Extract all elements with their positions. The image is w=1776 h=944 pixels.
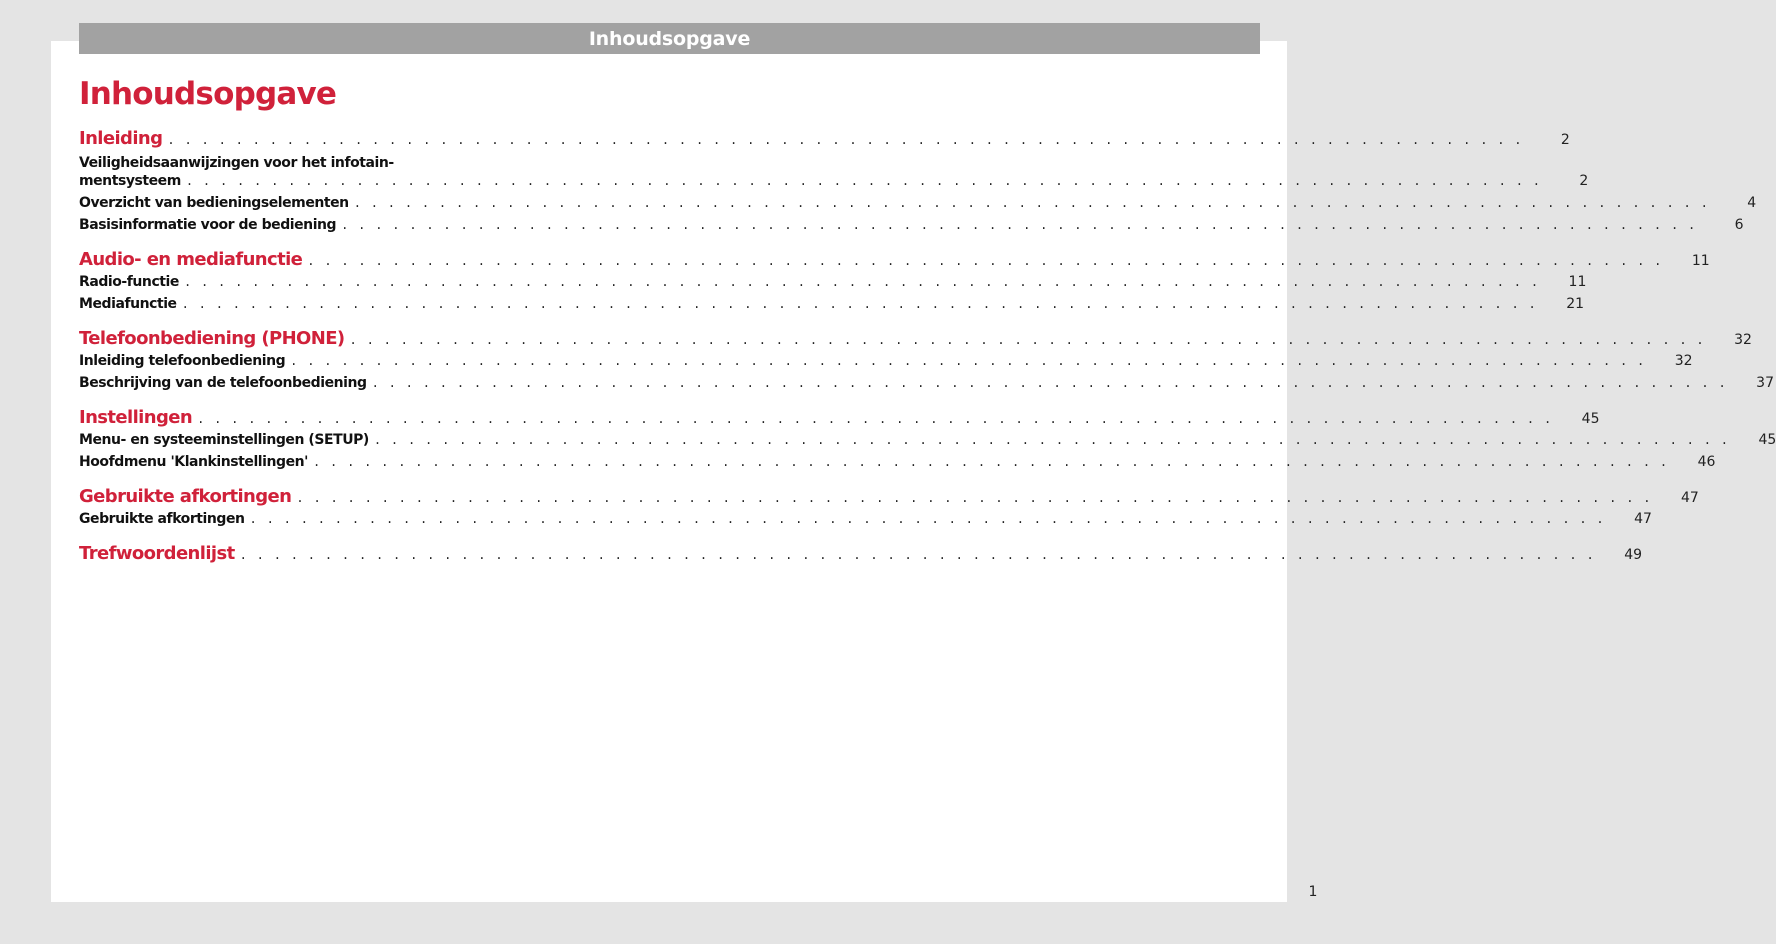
toc-section [79,328,1774,397]
toc-page-number: 2 [1579,173,1589,189]
toc-section [79,249,1710,318]
toc-section [79,407,1776,476]
toc-page-number: 32 [1674,353,1693,369]
toc-section [79,486,1699,533]
dot-leader: . . . . . . . . . . . . . . . . . . . . . . . . . . . . . . . . . . . . . . . . . . . . . . . . . . . . . . . . . . . . . . . . . . . . . . . . . . . . . . . . [371,376,1727,390]
toc-entry-title: Basisinformatie voor de bediening [79,217,337,233]
dot-leader: . . . . . . . . . . . . . . . . . . . . . . . . . . . . . . . . . . . . . . . . . . . . . . . . . . . . . . . . . . . . . . . . . . . . . . . . . . . . . . . . [167,133,1523,147]
toc-section [79,128,1757,239]
toc-entry[interactable] [79,274,1587,296]
toc-entry-title: Mediafunctie [79,296,177,312]
page-title: Inhoudsopgave [79,76,337,112]
toc-entry-title: Hoofdmenu 'Klankinstellingen' [79,454,308,470]
toc-page-number: 2 [1560,132,1570,148]
toc-entry-title: mentsysteem [79,173,181,189]
dot-leader: . . . . . . . . . . . . . . . . . . . . . . . . . . . . . . . . . . . . . . . . . . . . . . . . . . . . . . . . . . . . . . . . . . . . . . . . . . . . . . . . [239,548,1596,562]
toc-entry-title-line: Veiligheidsaanwijzingen voor het infotain- [79,155,394,171]
dot-leader: . . . . . . . . . . . . . . . . . . . . . . . . . . . . . . . . . . . . . . . . . . . . . . . . . . . . . . . . . . . . . . . . . . . . . . . . . . . . . . . . [307,254,1663,268]
toc-chapter[interactable] [79,407,1600,432]
dot-leader: . . . . . . . . . . . . . . . . . . . . . . . . . . . . . . . . . . . . . . . . . . . . . . . . . . . . . . . . . . . . . . . . . . . . . . . . . . . . . . . . [249,512,1605,526]
toc-entry[interactable] [79,217,1744,239]
toc-page-number: 4 [1747,195,1757,211]
toc-page-number: 45 [1581,411,1600,427]
header-bar [79,23,1260,54]
dot-leader: . . . . . . . . . . . . . . . . . . . . . . . . . . . . . . . . . . . . . . . . . . . . . . . . . . . . . . . . . . . . . . . . . . . . . . . . . . . . . . . . [312,455,1669,469]
toc-chapter[interactable] [79,249,1710,274]
dot-leader: . . . . . . . . . . . . . . . . . . . . . . . . . . . . . . . . . . . . . . . . . . . . . . . . . . . . . . . . . . . . . . . . . . . . . . . . . . . . . . . . [183,275,1540,289]
toc-chapter-title: Telefoonbediening (PHONE) [79,328,345,349]
toc-page-number: 6 [1734,217,1744,233]
toc-entry-title: Overzicht van bedieningselementen [79,195,349,211]
toc-page-number: 21 [1566,296,1585,312]
dot-leader: . . . . . . . . . . . . . . . . . . . . . . . . . . . . . . . . . . . . . . . . . . . . . . . . . . . . . . . . . . . . . . . . . . . . . . . . . . . . . . . . [341,218,1697,232]
dot-leader: . . . . . . . . . . . . . . . . . . . . . . . . . . . . . . . . . . . . . . . . . . . . . . . . . . . . . . . . . . . . . . . . . . . . . . . . . . . . . . . . [290,354,1646,368]
toc-page-number: 32 [1734,332,1752,348]
toc-page-number: 45 [1758,432,1776,448]
table-of-contents [79,128,1776,578]
dot-leader: . . . . . . . . . . . . . . . . . . . . . . . . . . . . . . . . . . . . . . . . . . . . . . . . . . . . . . . . . . . . . . . . . . . . . . . . . . . . . . . . [353,196,1710,210]
dot-leader: . . . . . . . . . . . . . . . . . . . . . . . . . . . . . . . . . . . . . . . . . . . . . . . . . . . . . . . . . . . . . . . . . . . . . . . . . . . . . . . . [185,174,1542,188]
dot-leader: . . . . . . . . . . . . . . . . . . . . . . . . . . . . . . . . . . . . . . . . . . . . . . . . . . . . . . . . . . . . . . . . . . . . . . . . . . . . . . . . [349,333,1705,347]
page-number: 1 [1308,884,1318,900]
toc-section [79,543,1643,568]
toc-entry-title: Beschrijving van de telefoonbediening [79,375,367,391]
toc-entry[interactable] [79,195,1757,217]
header-title: Inhoudsopgave [588,27,751,50]
toc-chapter[interactable] [79,543,1643,568]
toc-entry[interactable] [79,173,1589,195]
toc-page-number: 47 [1634,511,1652,527]
toc-entry-title: Inleiding telefoonbediening [79,353,286,369]
toc-entry[interactable] [79,432,1776,454]
toc-chapter-title: Inleiding [79,128,163,149]
toc-page-number: 37 [1756,375,1774,391]
toc-chapter-title: Audio- en mediafunctie [79,249,303,270]
toc-page-number: 11 [1568,274,1587,290]
toc-entry[interactable] [79,375,1774,397]
toc-page-number: 11 [1691,253,1710,269]
toc-page-number: 47 [1680,490,1699,506]
toc-chapter[interactable] [79,486,1699,511]
toc-chapter-title: Gebruikte afkortingen [79,486,292,507]
toc-page-number: 46 [1697,454,1716,470]
toc-entry[interactable] [79,353,1693,375]
toc-entry[interactable] [79,454,1716,476]
toc-entry[interactable] [79,511,1652,533]
toc-entry[interactable] [79,296,1585,318]
toc-chapter[interactable] [79,128,1570,153]
dot-leader: . . . . . . . . . . . . . . . . . . . . . . . . . . . . . . . . . . . . . . . . . . . . . . . . . . . . . . . . . . . . . . . . . . . . . . . . . . . . . . . . [373,433,1730,447]
dot-leader: . . . . . . . . . . . . . . . . . . . . . . . . . . . . . . . . . . . . . . . . . . . . . . . . . . . . . . . . . . . . . . . . . . . . . . . . . . . . . . . . [181,297,1538,311]
toc-chapter-title: Instellingen [79,407,193,428]
toc-entry-title: Gebruikte afkortingen [79,511,245,527]
toc-page-number: 49 [1624,547,1643,563]
dot-leader: . . . . . . . . . . . . . . . . . . . . . . . . . . . . . . . . . . . . . . . . . . . . . . . . . . . . . . . . . . . . . . . . . . . . . . . . . . . . . . . . [197,412,1553,426]
toc-entry-title: Menu- en systeeminstellingen (SETUP) [79,432,369,448]
toc-chapter[interactable] [79,328,1752,353]
toc-chapter-title: Trefwoordenlijst [79,543,235,564]
dot-leader: . . . . . . . . . . . . . . . . . . . . . . . . . . . . . . . . . . . . . . . . . . . . . . . . . . . . . . . . . . . . . . . . . . . . . . . . . . . . . . . . [296,491,1652,505]
toc-entry-title: Radio-functie [79,274,179,290]
